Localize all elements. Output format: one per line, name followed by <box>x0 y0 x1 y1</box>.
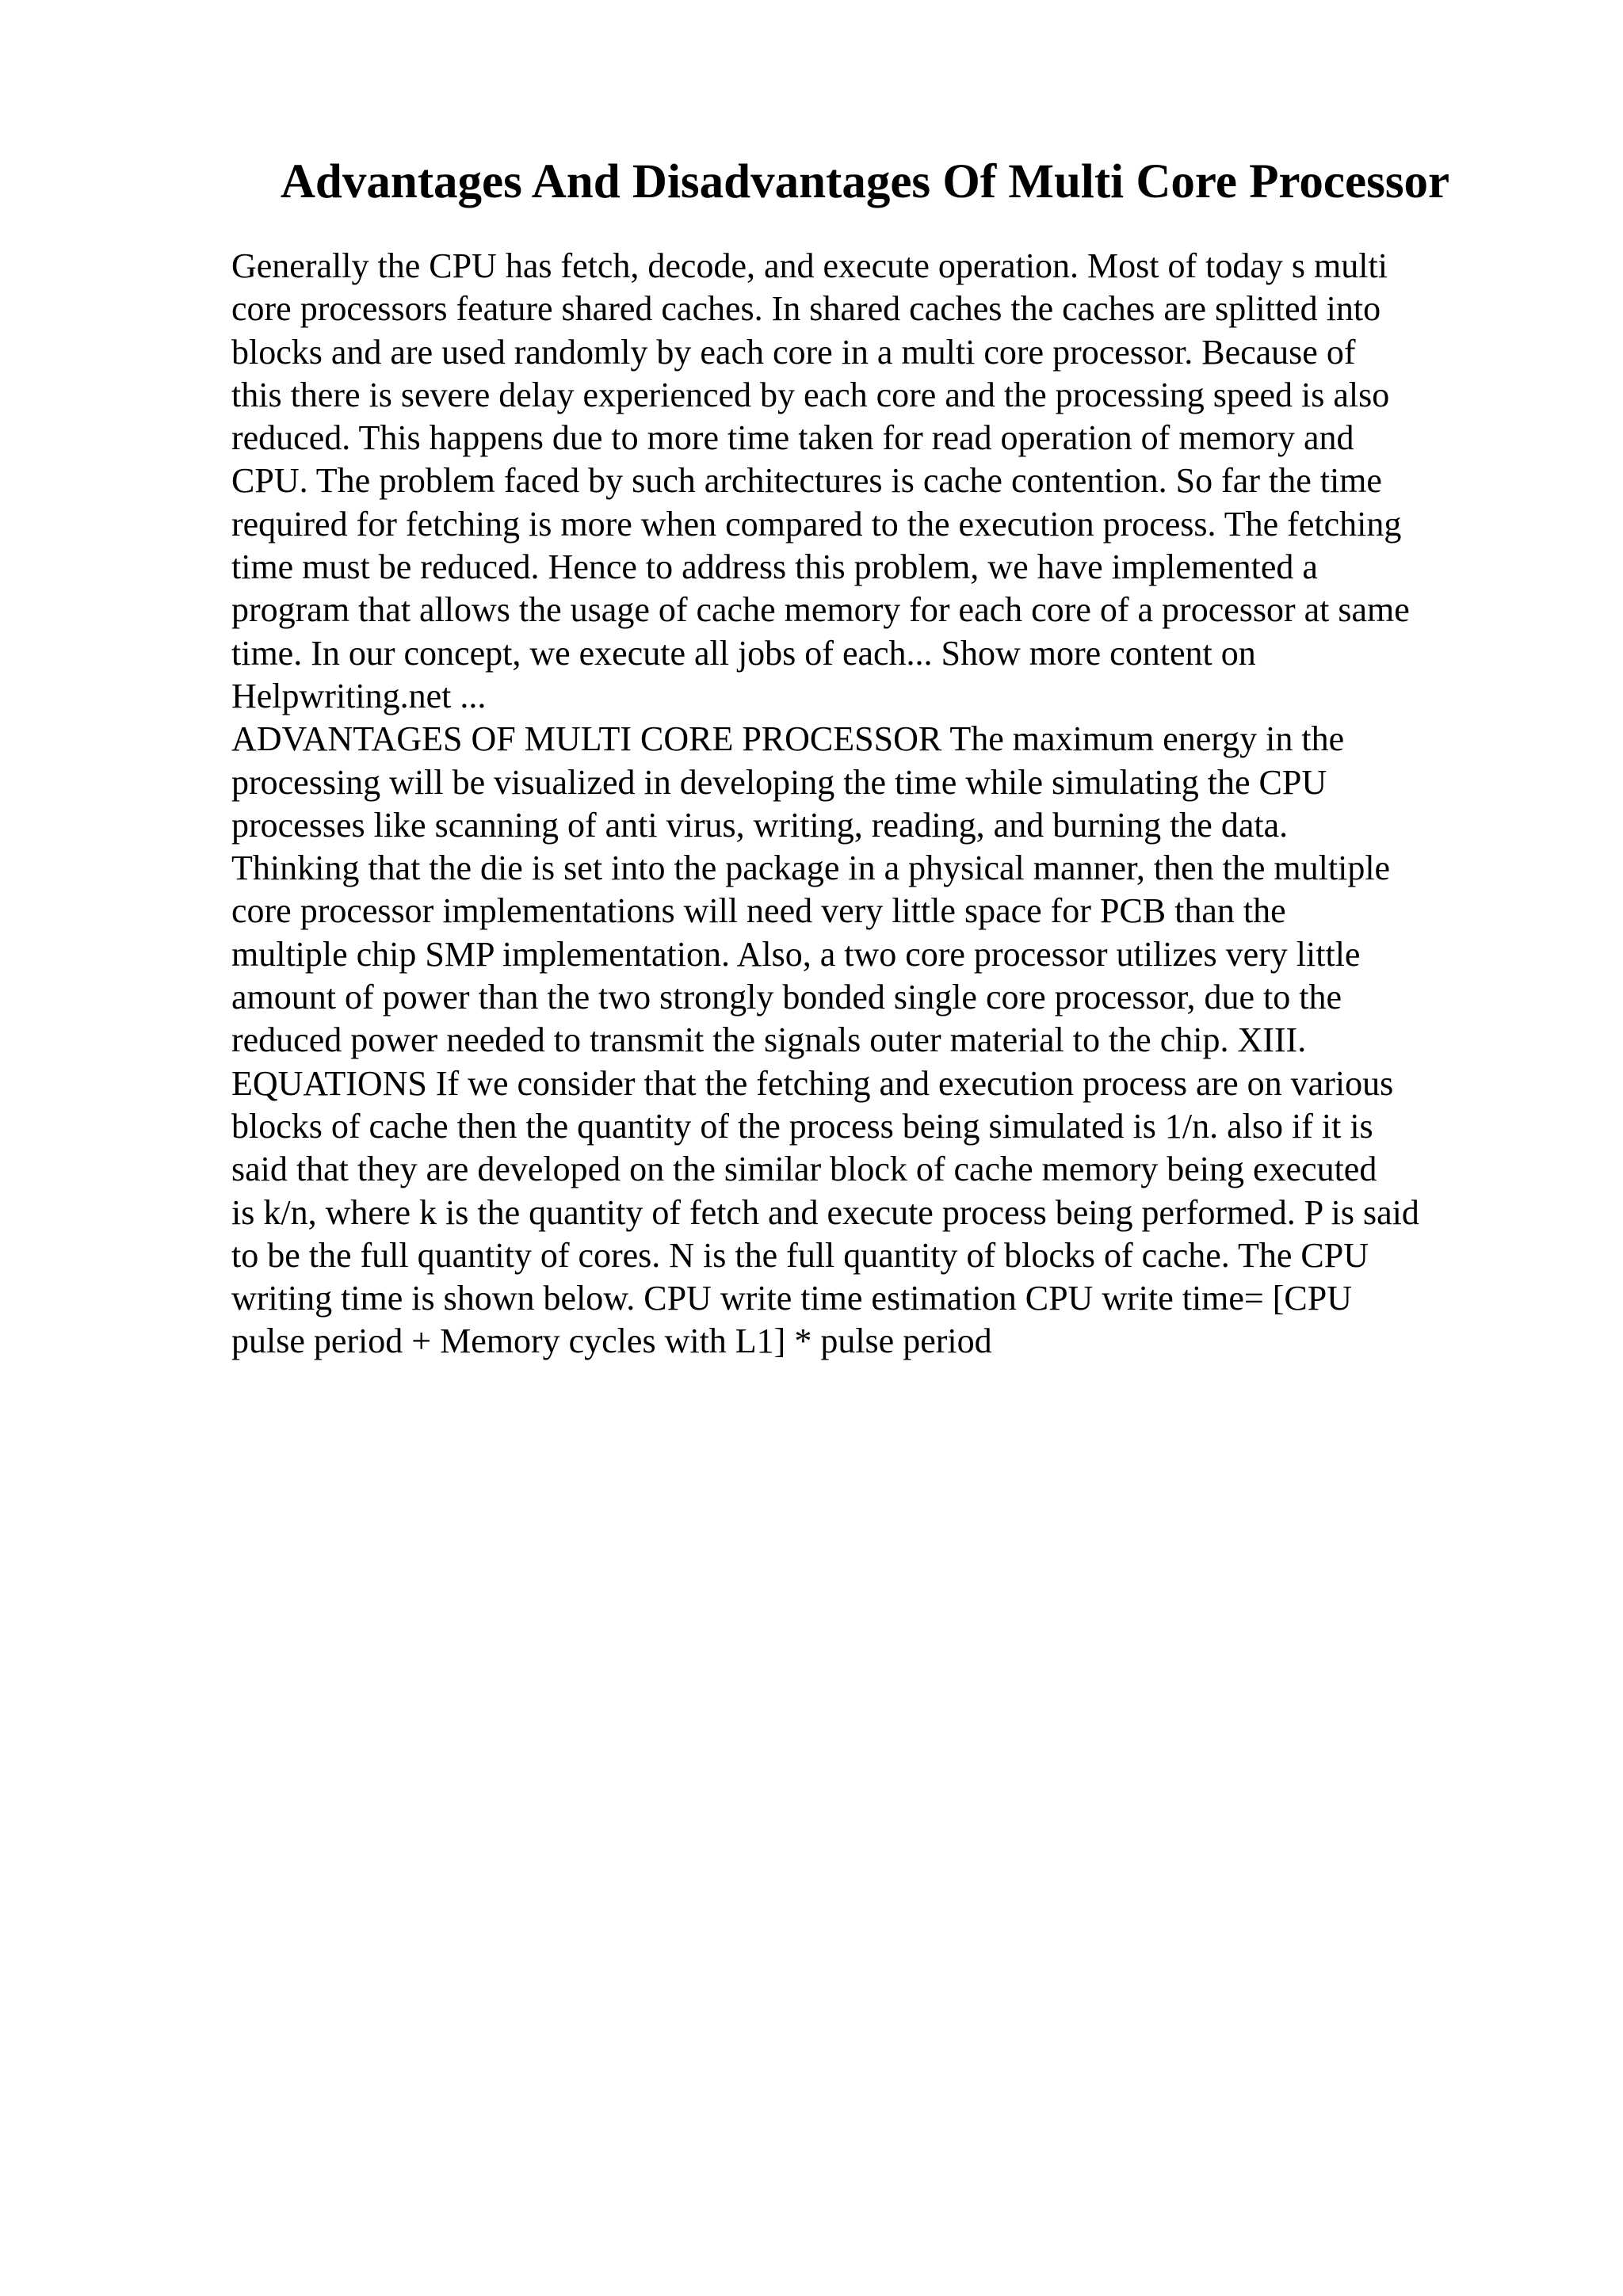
body-line: CPU. The problem faced by such architectures is cache contention. So far the time <box>231 461 1382 501</box>
body-line: time. In our concept, we execute all jobs of each... Show more content on <box>231 633 1256 673</box>
document-body <box>231 245 1515 1363</box>
body-line: Helpwriting.net ... <box>231 676 487 715</box>
body-line: Generally the CPU has fetch, decode, and execute operation. Most of today s multi <box>231 246 1388 285</box>
body-line: to be the full quantity of cores. N is the full quantity of blocks of cache. The CPU <box>231 1235 1369 1275</box>
body-line: amount of power than the two strongly bonded single core processor, due to the <box>231 978 1342 1017</box>
body-line: reduced. This happens due to more time taken for read operation of memory and <box>231 418 1354 458</box>
body-line: blocks of cache then the quantity of the process being simulated is 1/n. also if it is <box>231 1106 1373 1146</box>
body-line: EQUATIONS If we consider that the fetching and execution process are on various <box>231 1063 1394 1103</box>
body-line: said that they are developed on the similar block of cache memory being executed <box>231 1150 1377 1189</box>
body-line: ADVANTAGES OF MULTI CORE PROCESSOR The maximum energy in the <box>231 719 1345 759</box>
body-line: processes like scanning of anti virus, writing, reading, and burning the data. <box>231 805 1289 845</box>
body-line: core processors feature shared caches. In shared caches the caches are splitted into <box>231 289 1381 329</box>
body-line: this there is severe delay experienced by each core and the processing speed is also <box>231 375 1390 414</box>
body-line: time must be reduced. Hence to address this problem, we have implemented a <box>231 547 1318 587</box>
body-line: writing time is shown below. CPU write time estimation CPU write time= [CPU <box>231 1279 1352 1318</box>
body-line: required for fetching is more when compared to the execution process. The fetching <box>231 504 1402 543</box>
body-line: core processor implementations will need very little space for PCB than the <box>231 891 1286 931</box>
body-line: multiple chip SMP implementation. Also, a two core processor utilizes very little <box>231 934 1361 974</box>
body-line: Thinking that the die is set into the package in a physical manner, then the multiple <box>231 849 1391 888</box>
body-line: processing will be visualized in developing the time while simulating the CPU <box>231 762 1327 802</box>
body-line: pulse period + Memory cycles with L1] * pulse period <box>231 1322 992 1361</box>
body-line: blocks and are used randomly by each core in a multi core processor. Because of <box>231 332 1356 372</box>
body-line: program that allows the usage of cache memory for each core of a processor at same <box>231 590 1410 630</box>
body-line: is k/n, where k is the quantity of fetch and execute process being performed. P is said <box>231 1192 1419 1232</box>
body-line: reduced power needed to transmit the signals outer material to the chip. XIII. <box>231 1020 1307 1060</box>
document-title: Advantages And Disadvantages Of Multi Core Processor <box>280 155 1450 208</box>
